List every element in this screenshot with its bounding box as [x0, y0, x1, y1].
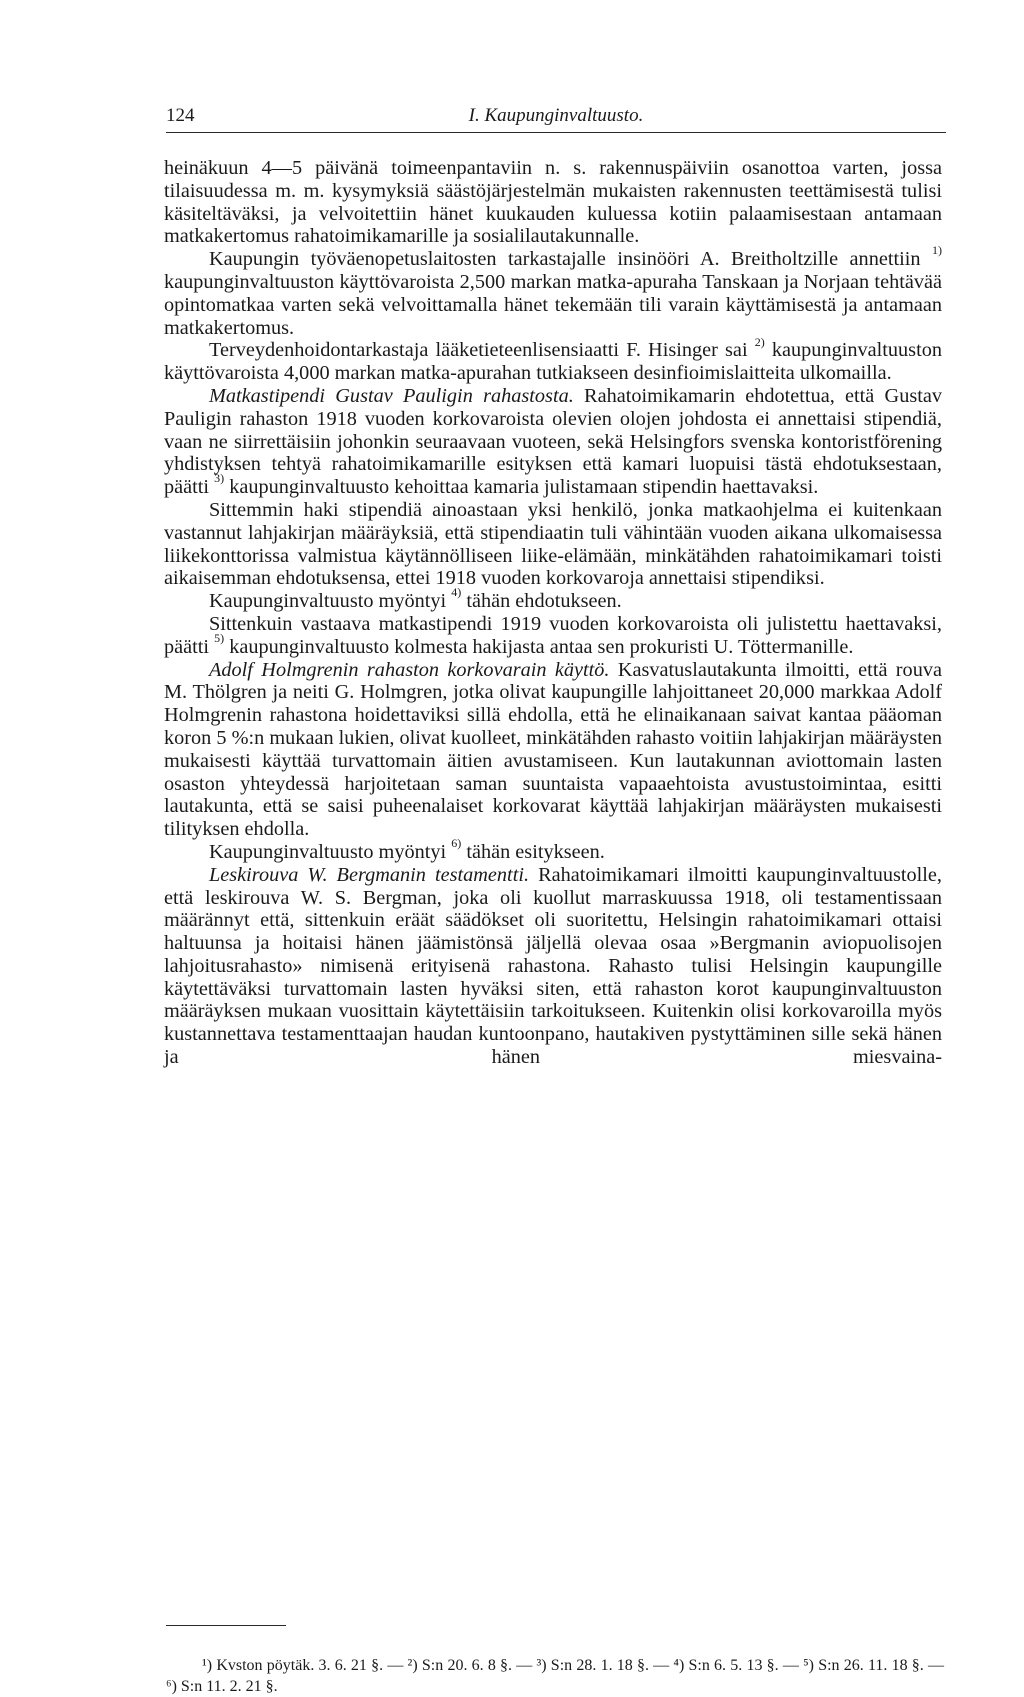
paragraph — [164, 613, 942, 659]
footnotes — [166, 1655, 944, 1697]
footnote-text: ¹) Kvston pöytäk. 3. 6. 21 §. — ²) S:n 20. 6. 8 §. — ³) S:n 28. 1. 18 §. — ⁴) S:n 6. 5. 13 §. — ⁵) S:n 26. 11. 18 §. — ⁶) S:n 11. 2. 21 §. — [166, 1657, 944, 1695]
paragraph-text: Kaupunginvaltuusto myöntyi — [209, 840, 452, 863]
paragraph-text: Rahatoimikamari ilmoitti kaupunginvaltuustolle, että leskirouva W. S. Bergman, joka oli kuollut marraskuussa 1918, oli testamentissaan määrännyt että, sittenkuin eräät säädökset oli suoritettu, Helsingin rahatoimikamari ottaisi haltuunsa ja hoitaisi hänen jäämistönsä jäljellä olevaa osaa »Bergmanin aviopuolisojen lahjoitusrahasto» nimisenä erityisenä rahastona. Rahasto tulisi Helsingin kaupungille käytettäväksi turvattomain lasten hyväksi siten, että rahaston korot kaupunginvaltuuston määräyksen mukaan vuosittain käytettäisiin tarkoitukseen. Kuitenkin olisi korkovaroilla myös kustannettava testamenttaajan haudan kuntoonpano, hautakiven pystyttäminen sille sekä hänen ja hänen miesvaina- — [164, 863, 942, 1069]
paragraph-text: Kaupungin työväenopetuslaitosten tarkastajalle insinööri A. Breitholtzille annettiin — [209, 248, 932, 271]
paragraph-text: kaupunginvaltuusto kolmesta hakijasta antaa sen prokuristi U. Töttermanille. — [224, 635, 854, 658]
footnote-reference: 5) — [214, 630, 225, 645]
section-heading: Matkastipendi Gustav Pauligin rahastosta. — [209, 384, 574, 407]
paragraph-text: Terveydenhoidontarkastaja lääketieteenlisensiaatti F. Hisinger sai — [209, 339, 755, 362]
paragraph — [164, 585, 942, 613]
page-header — [166, 101, 946, 135]
paragraph-text: heinäkuun 4—5 päivänä toimeenpantaviin n. s. rakennuspäiviin osanottoa varten, jossa tilaisuudessa m. m. kysymyksiä säästöjärjestelmän mukaisten rakennusten teettämisestä tulisi käsiteltäväksi, ja velvoitettiin hänet kuukauden kuluessa kotiin palaamisestaan antamaan matkakertomus rahatoimikamarille ja sosialilautakunnalle. — [164, 157, 942, 248]
paragraph-text: Kasvatuslautakunta ilmoitti, että rouva M. Thölgren ja neiti G. Holmgren, jotka olivat kaupungille lahjoittaneet 20,000 markkaa Adolf Holmgrenin rahastona hoidettaviksi sillä ehdolla, että he elinaikanaan saivat kantaa pääoman koron 5 %:n mukaan lukien, olivat kuolleet, minkätähden rahasto voitiin lahjakirjan määräysten mukaisesti käyttää turvattomain äitien avustamiseen. Kun lautakunnan aviottomain lasten osaston yhteydessä harjoitetaan saman suuntaista vapaaehtoista avustustoimintaa, esitti lautakunta, että se saisi puheenalaiset korkovarat käyttää lahjakirjan määräysten mukaisesti tilityksen ehdolla. — [164, 658, 942, 841]
footnote-reference: 4) — [451, 585, 462, 600]
footnote-reference: 3) — [214, 471, 225, 486]
paragraph — [164, 385, 942, 499]
paragraph-text: Sittenkuin vastaava matkastipendi 1919 vuoden korkovaroista oli julistettu haettavaksi, päätti — [164, 612, 942, 658]
paragraph-text: kaupunginvaltuuston käyttövaroista 4,000 markan matka-apurahan tutkiakseen desinfioimislaitteita ulkomailla. — [164, 339, 942, 385]
section-heading: Adolf Holmgrenin rahaston korkovarain käyttö. — [209, 658, 610, 681]
body-text — [164, 157, 942, 1069]
footnote-reference: 1) — [932, 243, 942, 258]
paragraph — [164, 864, 942, 1069]
paragraph — [164, 659, 942, 841]
paragraph — [164, 243, 942, 339]
footnote-reference: 2) — [754, 334, 765, 349]
paragraph — [164, 499, 942, 590]
header-rule — [166, 132, 946, 133]
section-heading: Leskirouva W. Bergmanin testamentti. — [209, 863, 530, 886]
paragraph — [164, 836, 942, 864]
paragraph-text: Kaupunginvaltuusto myöntyi — [209, 590, 452, 613]
paragraph — [164, 157, 942, 248]
paragraph-text: tähän ehdotukseen. — [461, 590, 622, 613]
paragraph-text: tähän esitykseen. — [461, 840, 605, 863]
paragraph-text: kaupunginvaltuusto kehoittaa kamaria julistamaan stipendin haettavaksi. — [224, 476, 819, 499]
paragraph-text: kaupunginvaltuuston käyttövaroista 2,500 markan matka-apuraha Tanskaan ja Norjaan tehtävää opintomatkaa varten sekä velvoittamalla hänet tekemään tili varain käyttämisestä ja antamaan matkakertomus. — [164, 270, 942, 339]
paragraph — [164, 334, 942, 385]
footnote-rule — [166, 1625, 286, 1626]
footnote-reference: 6) — [451, 836, 462, 851]
paragraph-text: Sittemmin haki stipendiä ainoastaan yksi henkilö, jonka matkaohjelma ei kuitenkaan vastannut lahjakirjan määräyksiä, että stipendiaatin tuli vähintään vuoden aikana ulkomaisessa liikekonttorissa valmistua käytännölliseen liike-elämään, minkätähden rahatoimikamari toisti aikaisemman ehdotuksensa, ettei 1918 vuoden korkovaroja annettaisi stipendiksi. — [164, 498, 942, 590]
running-title: I. Kaupunginvaltuusto. — [468, 105, 644, 126]
page-number: 124 — [166, 105, 195, 126]
paragraph-text: Rahatoimikamarin ehdotettua, että Gustav Pauligin rahaston 1918 vuoden korkovaroista olevien olojen johdosta ei annettaisi stipendiä, vaan ne siirrettäisiin johonkin seuraavaan vuoteen, sekä Helsingfors svenska kontoristförening yhdistyksen tehtyä rahatoimikamarille esityksen että kamari luopuisi tästä ehdotuksestaan, päätti — [164, 384, 943, 499]
